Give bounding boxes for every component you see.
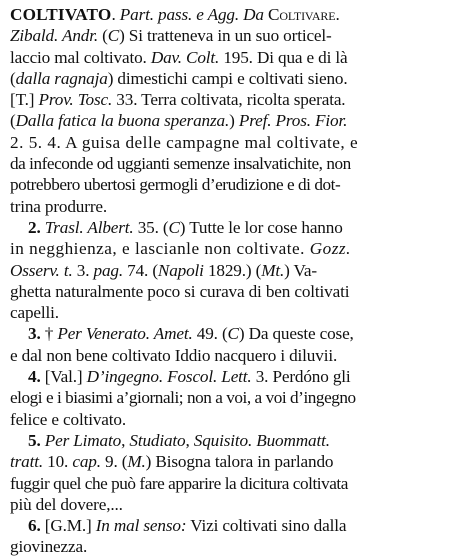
italic-run: D’ingegno. Foscol. Lett. [86,367,252,387]
text-run: ) Tutte le lor cose hanno [179,217,343,237]
italic-run: Trasl. Albert. [44,217,134,237]
text-run: . [335,5,340,24]
entry-line [10,196,465,217]
text-run: laccio mal coltivato. [10,47,151,67]
entry-line [10,323,465,344]
entry-line [10,89,465,110]
text-run: ) Si tratteneva in un suo orticel- [119,26,332,46]
entry-line [10,366,465,387]
entry-line [10,409,465,430]
text-run: [Val.] [44,367,87,387]
text-run: da infeconde od uggianti semenze insalvatichite, non [10,154,351,174]
entry-line [10,387,465,408]
text-run: † [44,324,58,344]
text-run: potrebbero ubertosi germogli d’erudizione e di dot- [10,175,341,195]
entry-line [10,110,465,131]
text-run: 9. ( [100,452,128,472]
italic-run: Prov. Tosc. [38,90,113,110]
text-run: ) [229,111,239,131]
italic-run: Dalla fatica la buona speranza. [15,111,230,131]
text-run: e dal non bene coltivato Iddio nacquero i diluvii. [10,345,338,365]
text-run: fuggir quel che può fare apparire la dicitura coltivata [10,473,348,493]
entry-line [10,451,465,472]
text-run: 33. Terra coltivata, ricolta sperata. [112,90,346,110]
italic-run: In mal senso: [95,516,187,536]
headword: COLTIVATO [10,5,112,24]
text-run: in negghienza, e lascianle non coltivate. [10,239,310,259]
entry-line [10,4,465,25]
italic-run: C [227,324,239,344]
sense-number: 6. [28,516,45,536]
text-run: ( [10,111,16,131]
entry-line [10,302,465,323]
text-run: [G.M.] [44,516,96,536]
text-run: [T.] [10,90,39,110]
text-run: capelli. [10,303,59,323]
italic-run: Studiato [129,430,186,450]
entry-line [10,345,465,366]
text-run: 3. [72,260,94,280]
text-run: , [185,430,194,450]
text-run: 10. [43,452,73,472]
text-run: Vizi coltivati sino dalla [186,516,347,536]
text-run: elogi e i biasimi a’giornali; non a voi, a voi d’ingegno [10,388,356,408]
text-run: ) Da queste cose, [238,324,354,344]
text-run: più del dovere,... [10,494,123,514]
text-run: 3. Perdóno gli [251,367,351,387]
text-run: ( [98,26,108,46]
entry-line [10,473,465,494]
text-run: 74. ( [123,260,158,280]
italic-run: Per Venerato. Amet. [57,324,193,344]
italic-run: Osserv. t. [10,260,73,280]
italic-run: C [107,26,120,46]
text-run: ghetta naturalmente poco si curava di ben coltivati [10,281,350,301]
italic-run: pag. [93,260,123,280]
sense-number: 3. [28,324,45,344]
entry-line [10,238,465,259]
entry-line [10,430,465,451]
entry-line [10,153,465,174]
italic-run: Zibald. Andr. [10,26,98,46]
italic-run: C [168,217,180,237]
text-run: felice e coltivato. [10,409,126,429]
sense-number: 2. [28,217,45,237]
italic-run: Dav. Colt. [150,47,220,67]
sense-number: 5. [28,430,45,450]
entry-line [10,536,465,557]
text-run: ) Va- [284,260,317,280]
italic-run: Squisito. Buommatt. [193,430,330,450]
text-run: ) dimestichi campi e coltivati sieno. [107,68,348,88]
entry-line [10,515,465,536]
entry-line [10,494,465,515]
italic-run: Per Limato [44,430,122,450]
text-run: ) Bisogna talora in parlando [145,452,334,472]
entry-line [10,68,465,89]
italic-run: Mt. [261,260,285,280]
italic-run: dalla ragnaja [15,68,108,88]
entry-line [10,174,465,195]
text-run: trina produrre. [10,196,108,216]
entry-line [10,260,465,281]
italic-run: Pref. Pros. Fior. [238,111,348,131]
text-run: 35. ( [133,217,169,237]
text-run: 49. ( [192,324,228,344]
entry-line [10,281,465,302]
italic-run: Part. pass. e Agg. Da [119,5,268,24]
sense-number: 4. [28,367,45,387]
italic-run: cap. [72,452,101,472]
italic-run: Gozz. [309,239,351,259]
italic-run: tratt. [10,452,44,472]
italic-run: Napoli [157,260,204,280]
entry-line [10,217,465,238]
text-run: , [121,430,130,450]
text-run: ( [10,68,16,88]
text-run: 1829.) ( [203,260,262,280]
text-run: 2. 5. 4. A guisa delle campagne mal coltivate, e [10,132,359,152]
small-caps-run: Coltivare [268,5,336,24]
entry-line [10,25,465,46]
entry-line [10,47,465,68]
entry-line [10,132,465,153]
text-run: giovinezza. [10,537,88,557]
italic-run: M. [127,452,146,472]
text-run: . [111,5,120,24]
text-run: 195. Di qua e di là [219,47,348,67]
